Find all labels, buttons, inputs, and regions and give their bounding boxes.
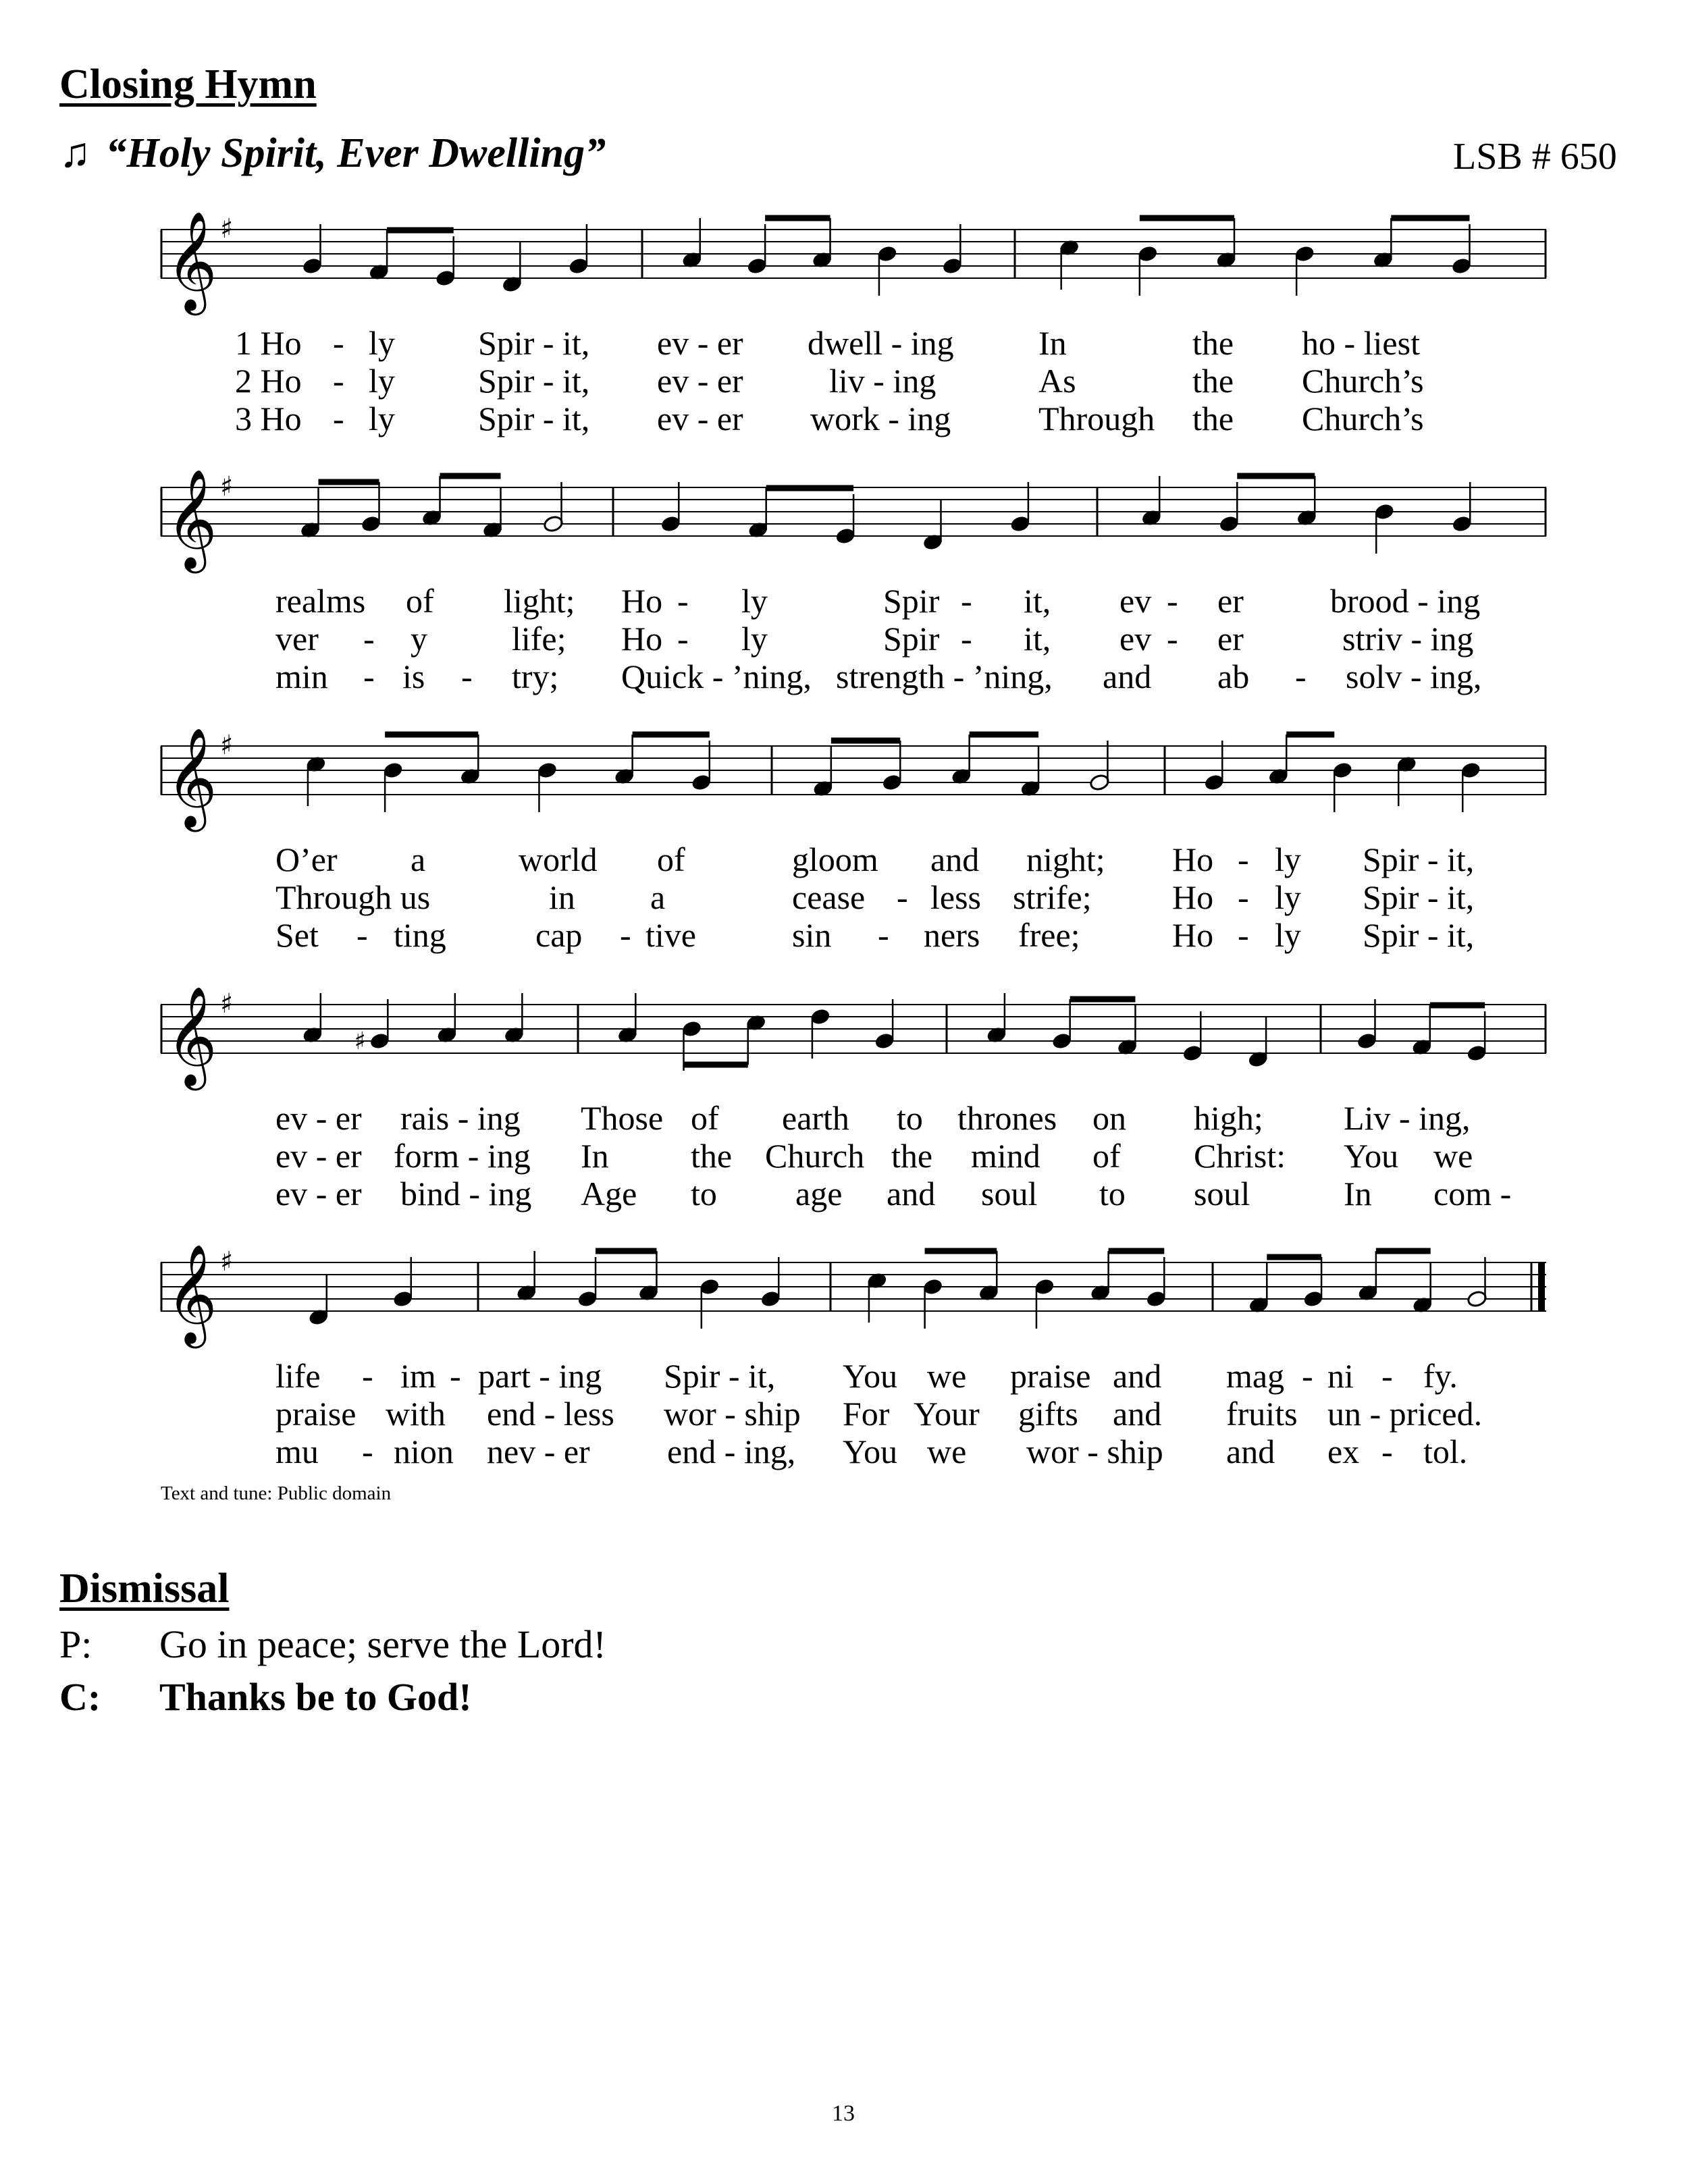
lyric-hyphen: - bbox=[363, 658, 375, 695]
lyric-hyphen: - bbox=[677, 620, 689, 658]
lyric-syllable: bind - ing bbox=[400, 1175, 532, 1213]
lyric-syllable: praise bbox=[1010, 1357, 1091, 1395]
staff-lines bbox=[161, 1005, 1546, 1053]
lyric-syllable: high; bbox=[1194, 1099, 1263, 1137]
lyric-syllable: to bbox=[691, 1175, 717, 1213]
lyric-syllable: ev - er bbox=[657, 400, 743, 437]
sharp-accidental-icon: ♯ bbox=[354, 1028, 366, 1055]
lyric-syllable: Spir - it, bbox=[478, 324, 590, 362]
lyric-syllable: try; bbox=[512, 658, 559, 695]
lyric-syllable: Spir - it, bbox=[478, 362, 590, 400]
lyric-syllable: world bbox=[519, 841, 598, 878]
lyric-syllable: cap bbox=[535, 916, 583, 954]
lyric-syllable: work - ing bbox=[810, 400, 951, 437]
lyric-syllable: 2 Ho bbox=[235, 362, 302, 400]
lyric-syllable: wor - ship bbox=[1026, 1433, 1163, 1470]
treble-clef-icon: 𝄞 bbox=[166, 727, 217, 828]
lyric-hyphen: - bbox=[450, 1357, 461, 1395]
lyric-syllable: earth bbox=[782, 1099, 849, 1137]
lyric-hyphen: - bbox=[1238, 916, 1249, 954]
lyric-syllable: Your bbox=[914, 1395, 980, 1433]
staff-1 bbox=[161, 189, 1546, 324]
lyric-syllable: realms bbox=[275, 582, 366, 620]
dialog-text: Thanks be to God! bbox=[159, 1675, 472, 1719]
key-sharp-icon: ♯ bbox=[220, 1246, 234, 1277]
lyric-syllable: on bbox=[1092, 1099, 1126, 1137]
hymn-credit: Text and tune: Public domain bbox=[161, 1483, 392, 1504]
lyric-syllable: is bbox=[402, 658, 425, 695]
staff-lines bbox=[161, 230, 1546, 278]
staff-5 bbox=[161, 1222, 1546, 1357]
lyric-syllable: ev - er bbox=[275, 1099, 362, 1137]
lyric-syllable: 3 Ho bbox=[235, 400, 302, 437]
lyric-hyphen: - bbox=[1167, 620, 1178, 658]
lyric-syllable: the bbox=[1192, 400, 1234, 437]
lyric-syllable: soul bbox=[981, 1175, 1038, 1213]
lyric-syllable: min bbox=[275, 658, 328, 695]
lyric-hyphen: - bbox=[897, 878, 908, 916]
dialog-pastor bbox=[59, 1620, 606, 1669]
lyric-syllable: You bbox=[1344, 1137, 1399, 1175]
lyric-syllable: we bbox=[927, 1357, 967, 1395]
lyric-syllable: Those bbox=[581, 1099, 664, 1137]
speaker-label: P: bbox=[59, 1622, 93, 1666]
lyric-syllable: Church’s bbox=[1302, 362, 1424, 400]
lyric-syllable: striv - ing bbox=[1342, 620, 1474, 658]
lyric-syllable: of bbox=[691, 1099, 719, 1137]
lyric-hyphen: - bbox=[362, 1357, 373, 1395]
lyric-syllable: of bbox=[657, 841, 685, 878]
lyric-hyphen: - bbox=[333, 324, 344, 362]
lyric-syllable: ly bbox=[741, 582, 768, 620]
lyric-hyphen: - bbox=[1238, 878, 1249, 916]
lyric-syllable: Set bbox=[275, 916, 319, 954]
lyric-syllable: the bbox=[691, 1137, 733, 1175]
lyric-syllable: life; bbox=[512, 620, 566, 658]
lyric-hyphen: - bbox=[1238, 841, 1249, 878]
lyric-syllable: Through us bbox=[275, 878, 431, 916]
lyric-syllable: Spir bbox=[883, 582, 940, 620]
lyric-syllable: As bbox=[1038, 362, 1076, 400]
lyric-syllable: im bbox=[400, 1357, 436, 1395]
lyric-syllable: the bbox=[891, 1137, 933, 1175]
lyric-hyphen: - bbox=[357, 916, 368, 954]
lyric-hyphen: - bbox=[961, 620, 972, 658]
lyric-syllable: er bbox=[1217, 582, 1244, 620]
lyric-syllable: we bbox=[1433, 1137, 1473, 1175]
lyric-syllable: to bbox=[897, 1099, 923, 1137]
lyric-syllable: Spir - it, bbox=[1363, 878, 1475, 916]
lyric-syllable: of bbox=[1092, 1137, 1121, 1175]
treble-clef-icon: 𝄞 bbox=[166, 469, 217, 569]
lyric-syllable: com - bbox=[1433, 1175, 1512, 1213]
treble-clef-icon: 𝄞 bbox=[166, 1244, 217, 1344]
lyric-syllable: In bbox=[1344, 1175, 1372, 1213]
lyric-syllable: a bbox=[650, 878, 666, 916]
staff-lines bbox=[161, 1262, 1546, 1311]
lyric-syllable: the bbox=[1192, 324, 1234, 362]
lyric-syllable: ev - er bbox=[275, 1175, 362, 1213]
key-sharp-icon: ♯ bbox=[220, 730, 234, 761]
lyric-syllable: un - priced. bbox=[1327, 1395, 1483, 1433]
lyric-syllable: solv - ing, bbox=[1346, 658, 1482, 695]
section-heading-closing-hymn: Closing Hymn bbox=[59, 61, 317, 107]
lyric-syllable: a bbox=[411, 841, 426, 878]
dialog-congregation bbox=[59, 1673, 472, 1722]
lyric-syllable: to bbox=[1099, 1175, 1126, 1213]
lyric-syllable: tive bbox=[645, 916, 696, 954]
lyric-syllable: it, bbox=[1024, 620, 1051, 658]
treble-clef-icon: 𝄞 bbox=[166, 986, 217, 1086]
lyric-hyphen: - bbox=[461, 658, 473, 695]
lyric-syllable: ly bbox=[1275, 878, 1301, 916]
lyric-syllable: and bbox=[1226, 1433, 1275, 1470]
lyric-syllable: end - less bbox=[487, 1395, 614, 1433]
lyric-syllable: Liv - ing, bbox=[1344, 1099, 1471, 1137]
lyric-syllable: Age bbox=[581, 1175, 637, 1213]
lyric-syllable: ly bbox=[1275, 916, 1301, 954]
lyric-syllable: ver bbox=[275, 620, 319, 658]
lyric-syllable: Ho bbox=[1172, 916, 1214, 954]
lyric-hyphen: - bbox=[878, 916, 889, 954]
lyric-syllable: thrones bbox=[957, 1099, 1057, 1137]
lyric-hyphen: - bbox=[362, 1433, 373, 1470]
lyric-syllable: Ho bbox=[621, 620, 663, 658]
lyric-syllable: ly bbox=[369, 362, 395, 400]
lyric-syllable: Quick - ’ning, bbox=[621, 658, 812, 695]
lyric-syllable: ev bbox=[1119, 620, 1152, 658]
lyric-syllable: gloom bbox=[792, 841, 878, 878]
lyric-syllable: In bbox=[1038, 324, 1067, 362]
lyric-syllable: Church’s bbox=[1302, 400, 1424, 437]
key-sharp-icon: ♯ bbox=[220, 988, 234, 1019]
lyric-syllable: ev - er bbox=[275, 1137, 362, 1175]
lyric-syllable: You bbox=[843, 1357, 898, 1395]
lyric-syllable: and bbox=[1103, 658, 1152, 695]
lyric-syllable: of bbox=[406, 582, 434, 620]
lyric-syllable: er bbox=[1217, 620, 1244, 658]
lyric-syllable: wor - ship bbox=[664, 1395, 801, 1433]
lyric-hyphen: - bbox=[363, 620, 375, 658]
section-heading-dismissal: Dismissal bbox=[59, 1566, 230, 1612]
lyric-syllable: form - ing bbox=[394, 1137, 531, 1175]
lyric-syllable: and bbox=[1113, 1395, 1162, 1433]
lyric-syllable: nev - er bbox=[487, 1433, 590, 1470]
lyric-hyphen: - bbox=[1167, 582, 1178, 620]
lyric-syllable: and bbox=[930, 841, 980, 878]
lyric-syllable: Christ: bbox=[1194, 1137, 1286, 1175]
lyric-syllable: end - ing, bbox=[667, 1433, 796, 1470]
lyric-syllable: and bbox=[1113, 1357, 1162, 1395]
lyric-syllable: tol. bbox=[1423, 1433, 1468, 1470]
lyric-syllable: Spir - it, bbox=[664, 1357, 776, 1395]
treble-clef-icon: 𝄞 bbox=[166, 211, 217, 311]
lyric-syllable: strife; bbox=[1013, 878, 1092, 916]
lyric-syllable: ev - er bbox=[657, 324, 743, 362]
lyric-syllable: gifts bbox=[1018, 1395, 1078, 1433]
lyric-syllable: Spir - it, bbox=[478, 400, 590, 437]
hymn-number: LSB # 650 bbox=[1453, 136, 1617, 178]
lyric-syllable: ners bbox=[924, 916, 980, 954]
lyric-syllable: ly bbox=[1275, 841, 1301, 878]
lyric-syllable: ev - er bbox=[657, 362, 743, 400]
staff-2 bbox=[161, 447, 1546, 582]
lyric-syllable: O’er bbox=[275, 841, 338, 878]
final-barline bbox=[1538, 1262, 1545, 1311]
lyric-syllable: ly bbox=[741, 620, 768, 658]
lyric-syllable: cease bbox=[792, 878, 866, 916]
lyric-syllable: free; bbox=[1018, 916, 1080, 954]
lyric-syllable: Church bbox=[765, 1137, 865, 1175]
lyric-syllable: and bbox=[887, 1175, 936, 1213]
lyric-hyphen: - bbox=[961, 582, 972, 620]
lyric-hyphen: - bbox=[1381, 1357, 1393, 1395]
key-sharp-icon: ♯ bbox=[220, 471, 234, 502]
lyric-syllable: with bbox=[386, 1395, 446, 1433]
lyric-syllable: brood - ing bbox=[1330, 582, 1481, 620]
lyric-syllable: soul bbox=[1194, 1175, 1250, 1213]
lyric-syllable: ly bbox=[369, 324, 395, 362]
lyric-hyphen: - bbox=[333, 362, 344, 400]
lyric-syllable: the bbox=[1192, 362, 1234, 400]
lyric-hyphen: - bbox=[1302, 1357, 1313, 1395]
lyric-syllable: mind bbox=[971, 1137, 1040, 1175]
lyric-syllable: dwell - ing bbox=[808, 324, 954, 362]
lyric-syllable: mu bbox=[275, 1433, 319, 1470]
lyric-syllable: Ho bbox=[621, 582, 663, 620]
lyric-syllable: ex bbox=[1327, 1433, 1360, 1470]
lyric-hyphen: - bbox=[1381, 1433, 1393, 1470]
lyric-syllable: part - ing bbox=[478, 1357, 602, 1395]
lyric-syllable: In bbox=[581, 1137, 609, 1175]
lyric-syllable: less bbox=[930, 878, 981, 916]
lyric-syllable: ev bbox=[1119, 582, 1152, 620]
lyric-hyphen: - bbox=[620, 916, 631, 954]
lyric-syllable: nion bbox=[394, 1433, 454, 1470]
staff-3 bbox=[161, 705, 1546, 841]
lyric-syllable: Through bbox=[1038, 400, 1155, 437]
lyric-syllable: Spir - it, bbox=[1363, 841, 1475, 878]
lyric-syllable: Ho bbox=[1172, 878, 1214, 916]
lyric-hyphen: - bbox=[1295, 658, 1307, 695]
lyric-syllable: ting bbox=[394, 916, 446, 954]
hymn-title-text: “Holy Spirit, Ever Dwelling” bbox=[105, 130, 606, 176]
lyric-syllable: in bbox=[549, 878, 575, 916]
lyric-syllable: sin bbox=[792, 916, 832, 954]
lyric-syllable: y bbox=[411, 620, 427, 658]
lyric-hyphen: - bbox=[333, 400, 344, 437]
speaker-label: C: bbox=[59, 1675, 101, 1719]
lyric-syllable: light; bbox=[504, 582, 575, 620]
lyric-syllable: fruits bbox=[1226, 1395, 1298, 1433]
lyric-syllable: liv - ing bbox=[829, 362, 937, 400]
lyric-syllable: Spir - it, bbox=[1363, 916, 1475, 954]
lyric-hyphen: - bbox=[677, 582, 689, 620]
music-note-icon: ♫ bbox=[59, 130, 91, 176]
lyric-syllable: ni bbox=[1327, 1357, 1354, 1395]
staff-4 bbox=[161, 964, 1546, 1099]
lyric-syllable: praise bbox=[275, 1395, 357, 1433]
lyric-syllable: 1 Ho bbox=[235, 324, 302, 362]
lyric-syllable: ab bbox=[1217, 658, 1250, 695]
lyric-syllable: mag bbox=[1226, 1357, 1285, 1395]
lyric-syllable: it, bbox=[1024, 582, 1051, 620]
lyric-syllable: life bbox=[275, 1357, 321, 1395]
lyric-syllable: rais - ing bbox=[400, 1099, 521, 1137]
lyric-syllable: Ho bbox=[1172, 841, 1214, 878]
lyric-syllable: age bbox=[795, 1175, 843, 1213]
lyric-syllable: ho - liest bbox=[1302, 324, 1420, 362]
lyric-syllable: we bbox=[927, 1433, 967, 1470]
lyric-syllable: For bbox=[843, 1395, 890, 1433]
hymn-title bbox=[59, 130, 606, 178]
lyric-syllable: strength - ’ning, bbox=[836, 658, 1053, 695]
lyric-syllable: Spir bbox=[883, 620, 940, 658]
lyric-syllable: fy. bbox=[1423, 1357, 1458, 1395]
key-sharp-icon: ♯ bbox=[220, 213, 234, 244]
dialog-text: Go in peace; serve the Lord! bbox=[159, 1622, 606, 1666]
lyric-syllable: night; bbox=[1026, 841, 1105, 878]
lyric-syllable: ly bbox=[369, 400, 395, 437]
page-number: 13 bbox=[832, 2101, 855, 2126]
lyric-syllable: You bbox=[843, 1433, 898, 1470]
